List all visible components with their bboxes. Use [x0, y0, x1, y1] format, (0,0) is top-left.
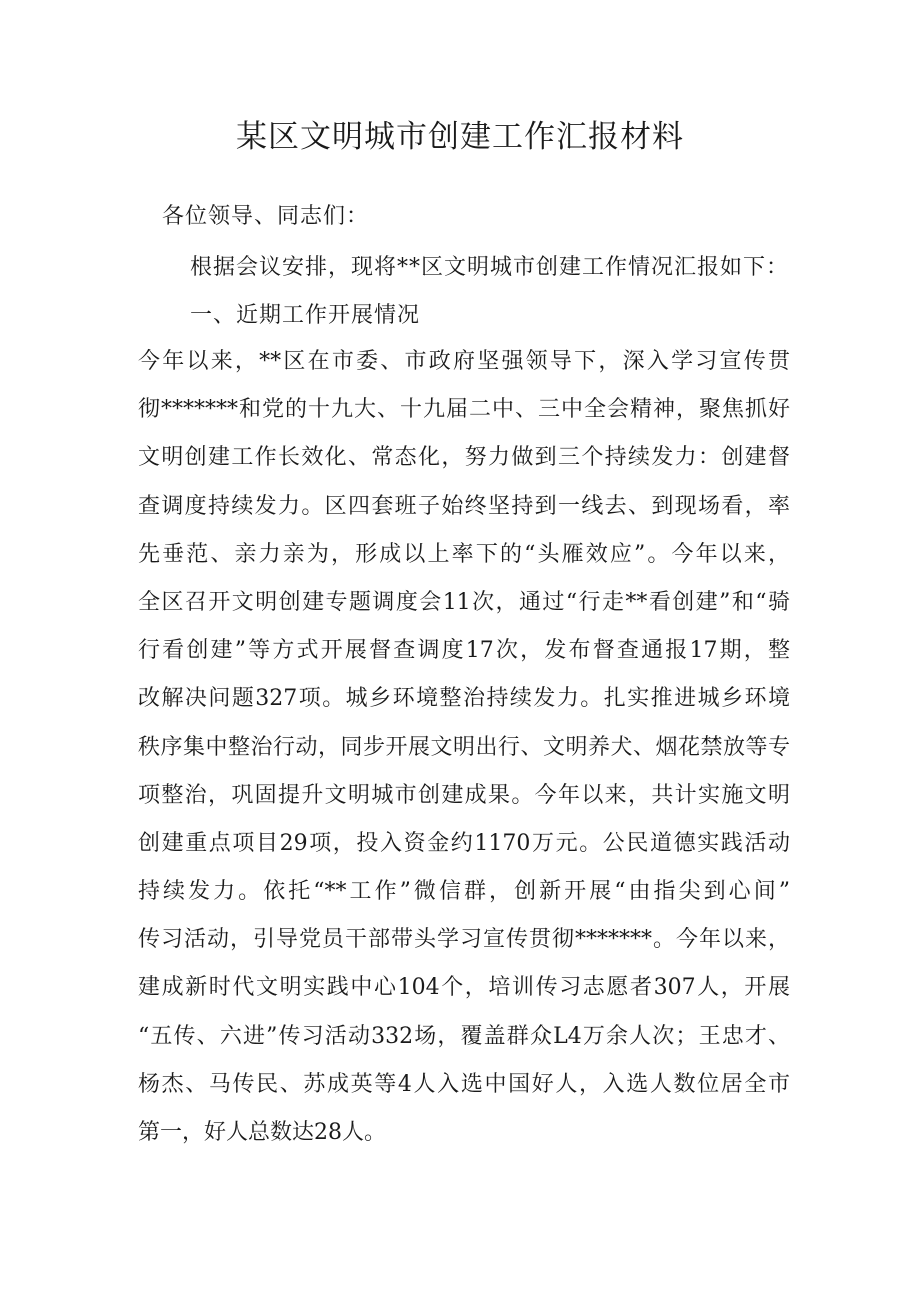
- body-line: 创建重点项目29项，投入资金约1170万元。公民道德实践活动: [138, 830, 790, 856]
- body-line: 建成新时代文明实践中心104个，培训传习志愿者307人，开展: [138, 975, 790, 1001]
- body-line: 文明创建工作长效化、常态化，努力做到三个持续发力：创建督: [138, 445, 790, 471]
- document-title: 某区文明城市创建工作汇报材料: [236, 119, 684, 155]
- body-line: 项整治，巩固提升文明城市创建成果。今年以来，共计实施文明: [138, 782, 790, 808]
- body-paragraph: [138, 347, 798, 1166]
- body-line: 改解决问题327项。城乡环境整治持续发力。扎实推进城乡环境: [138, 686, 790, 712]
- body-line: 持续发力。依托“**工作”微信群，创新开展“由指尖到心间”: [138, 879, 790, 905]
- body-line: 行看创建”等方式开展督查调度17次，发布督查通报17期，整: [138, 638, 790, 664]
- body-line: 杨杰、马传民、苏成英等4人入选中国好人，入选人数位居全市: [138, 1071, 790, 1097]
- body-line: 传习活动，引导党员干部带头学习宣传贯彻*******。今年以来，: [138, 927, 790, 953]
- body-line: 秩序集中整治行动，同步开展文明出行、文明养犬、烟花禁放等专: [138, 734, 790, 760]
- body-line: 全区召开文明创建专题调度会11次，通过“行走**看创建”和“骑: [138, 589, 790, 615]
- body-line: “五传、六进”传习活动332场，覆盖群众L4万余人次；王忠才、: [138, 1023, 790, 1049]
- body-line: 查调度持续发力。区四套班子始终坚持到一线去、到现场看，率: [138, 493, 790, 519]
- body-line: 彻*******和党的十九大、十九届二中、三中全会精神，聚焦抓好: [138, 397, 790, 423]
- body-line: 第一，好人总数达28人。: [138, 1120, 386, 1145]
- body-line: 今年以来，**区在市委、市政府坚强领导下，深入学习宣传贯: [138, 349, 790, 374]
- section-heading: 一、近期工作开展情况: [190, 303, 421, 328]
- body-line: 先垂范、亲力亲为，形成以上率下的“头雁效应”。今年以来，: [138, 541, 790, 567]
- salutation: 各位领导、同志们：: [162, 204, 370, 229]
- intro-paragraph: 根据会议安排，现将**区文明城市创建工作情况汇报如下：: [190, 255, 790, 280]
